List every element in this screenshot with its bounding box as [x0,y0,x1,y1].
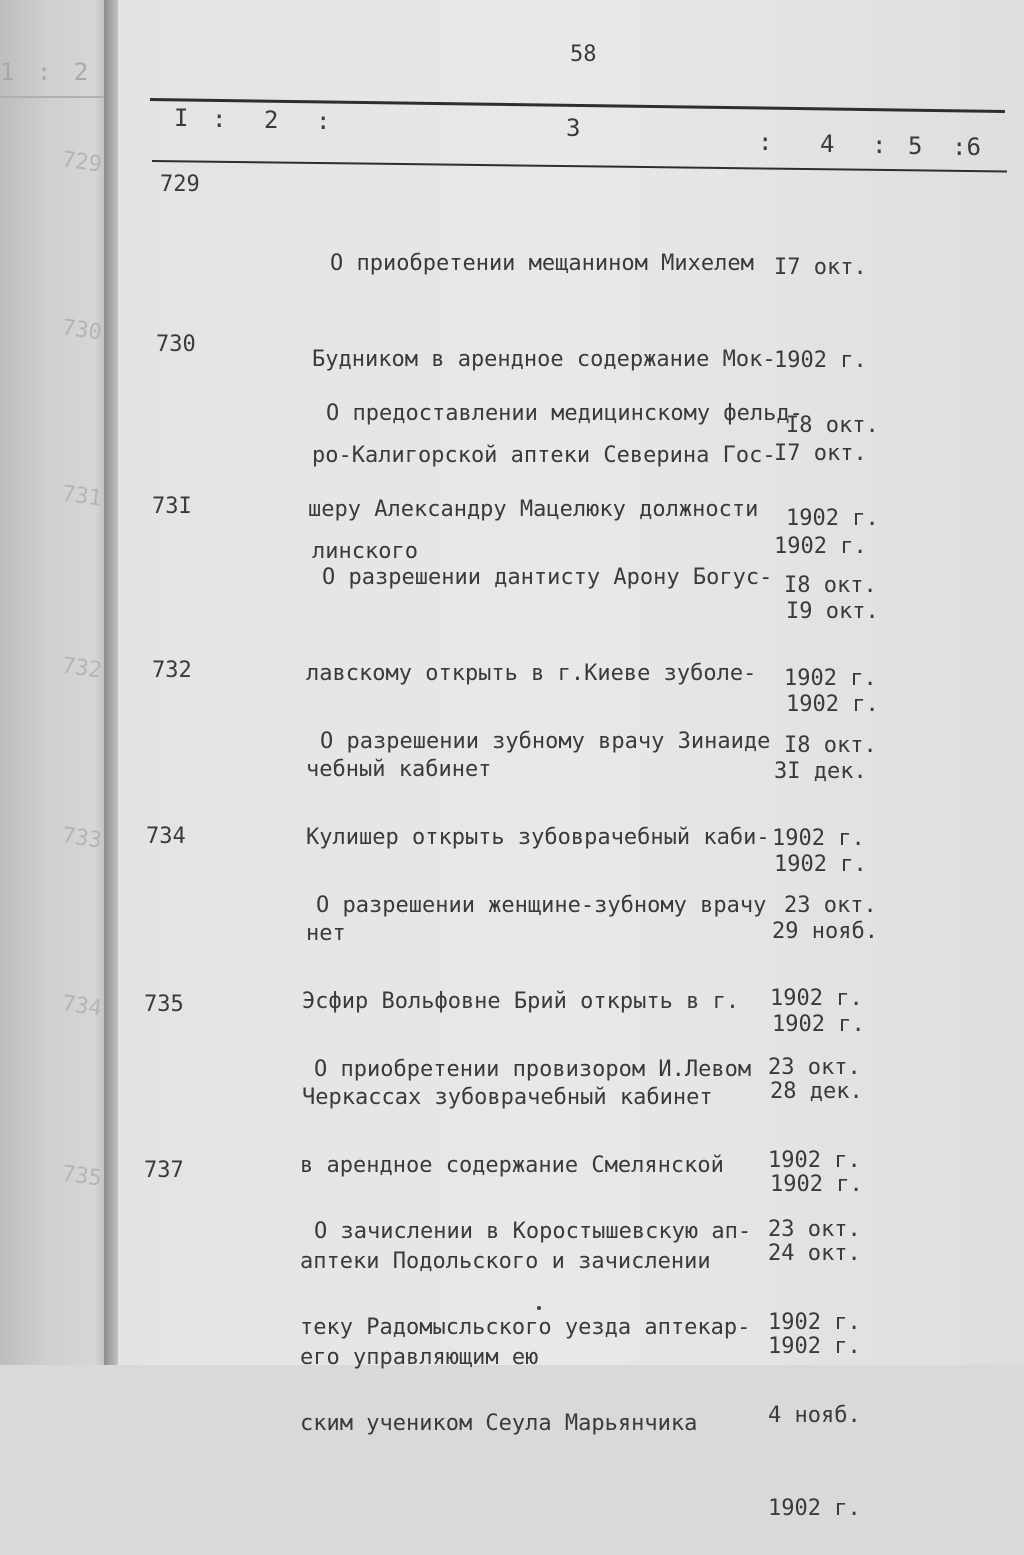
column-header-5: 5 [908,132,923,160]
entry-text-line: Кулишер открыть зубоврачебный каби- [306,825,770,850]
entry-date-line: 1902 г. [786,506,879,531]
entry-date-line: 1902 г. [786,692,879,717]
entry-date-line: 29 нояб. [772,919,878,944]
column-separator: : [872,131,887,159]
entry-date-line: 1902 г. [768,1334,861,1359]
entry-date-line: 1902 г. [772,826,865,851]
entry-dates [768,1152,861,1555]
column-header-2: 2 [264,106,279,134]
entry-text-line: нет [306,921,346,946]
entry-date-line: 1902 г. [772,1012,865,1037]
entry-number: 735 [144,992,184,1017]
entry-text-line: линского [312,539,418,564]
previous-page-header: 1 : 2 [0,58,93,86]
column-header-3: 3 [566,114,581,142]
entry-text-line: шеру Александру Мацелюку должности [308,497,759,522]
entry-date-line: 1902 г. [770,986,863,1011]
entry-date-line: I8 окт. [784,733,877,758]
entry-text-line: в арендное содержание Смелянской [300,1153,724,1178]
entry-text-line: Черкассах зубоврачебный кабинет [302,1085,713,1110]
entry-date-line: I7 окт. [774,441,867,466]
column-separator: : [758,128,773,156]
entry-text-line: О зачислении в Коростышевскую ап- [314,1219,752,1244]
entry-date-line: 1902 г. [774,534,867,559]
entry-date-line: 3I дек. [774,759,867,784]
column-header-1: I [174,104,189,132]
entry-number: 737 [144,1158,184,1183]
entry-date-line: 23 окт. [768,1055,861,1080]
previous-page-rule [0,96,112,98]
column-header-6: :6 [952,133,981,161]
entry-date-line: 1902 г. [768,1496,861,1521]
entry-text-line: О приобретении провизором И.Левом [314,1057,752,1082]
entry-number: 73I [152,494,192,519]
entry-text-line: ро-Калигорской аптеки Северина Гос- [312,443,776,468]
previous-page-number: 733 [60,823,104,854]
entry-date-line: 1902 г. [774,852,867,877]
entry-text [300,1152,751,1472]
entry-text-line: О разрешении женщине-зубному врачу [316,893,767,918]
page-number: 58 [570,42,597,67]
entry-number: 729 [160,172,200,197]
previous-page-number: 729 [60,147,104,178]
entry-number: 732 [152,658,192,683]
entry-date-line: I7 окт. [774,255,867,280]
entry-text-line: чебный кабинет [306,757,492,782]
entry-date-line: 1902 г. [784,666,877,691]
entry-text-line: О приобретении мещанином Михелем [330,251,754,276]
previous-page-edge [0,0,118,1365]
previous-page-number: 734 [60,991,104,1022]
previous-page-number: 730 [60,315,104,346]
column-separator: : [212,105,227,133]
entry-date-line: 1902 г. [768,1310,861,1335]
entry-date-line: 23 окт. [768,1217,861,1242]
entry-date-line: 1902 г. [768,1148,861,1173]
entry-date-line: I8 окт. [786,413,879,438]
ink-dot [537,1306,541,1310]
entry-text-line: аптеки Подольского и зачислении [300,1249,711,1274]
entry-text-line: его управляющим ею [300,1345,539,1370]
entry-date-line: 4 нояб. [768,1403,861,1428]
entry-number: 734 [146,824,186,849]
column-separator: : [316,107,331,135]
previous-page-number: 735 [60,1161,104,1192]
entry-date-line: 1902 г. [774,348,867,373]
entry-text-line: лавскому открыть в г.Киеве зуболе- [306,661,757,686]
entry-date-line: I9 окт. [786,599,879,624]
entry-text-line: О разрешении зубному врачу Зинаиде [320,729,771,754]
entry-date-line: 23 окт. [784,893,877,918]
entry-text-line: Эсфир Вольфовне Брий открыть в г. [302,989,740,1014]
entry-text-line: ским учеником Сеула Марьянчика [300,1411,698,1436]
entry-date-line: 28 дек. [770,1079,863,1104]
entry-text-line: Будником в арендное содержание Мок- [312,347,776,372]
column-header-4: 4 [820,130,835,158]
entry-date-line: 24 окт. [768,1241,861,1266]
entry-number: 730 [156,332,196,357]
entry-date-line: 1902 г. [770,1172,863,1197]
entry-date-line: I8 окт. [784,573,877,598]
entry-text-line: О разрешении дантисту Арону Богус- [322,565,773,590]
entry-text-line: О предоставлении медицинскому фельд- [326,401,803,426]
previous-page-number: 731 [60,481,104,512]
entry-text-line: теку Радомысльского уезда аптекар- [300,1315,751,1340]
previous-page-number: 732 [60,653,104,684]
